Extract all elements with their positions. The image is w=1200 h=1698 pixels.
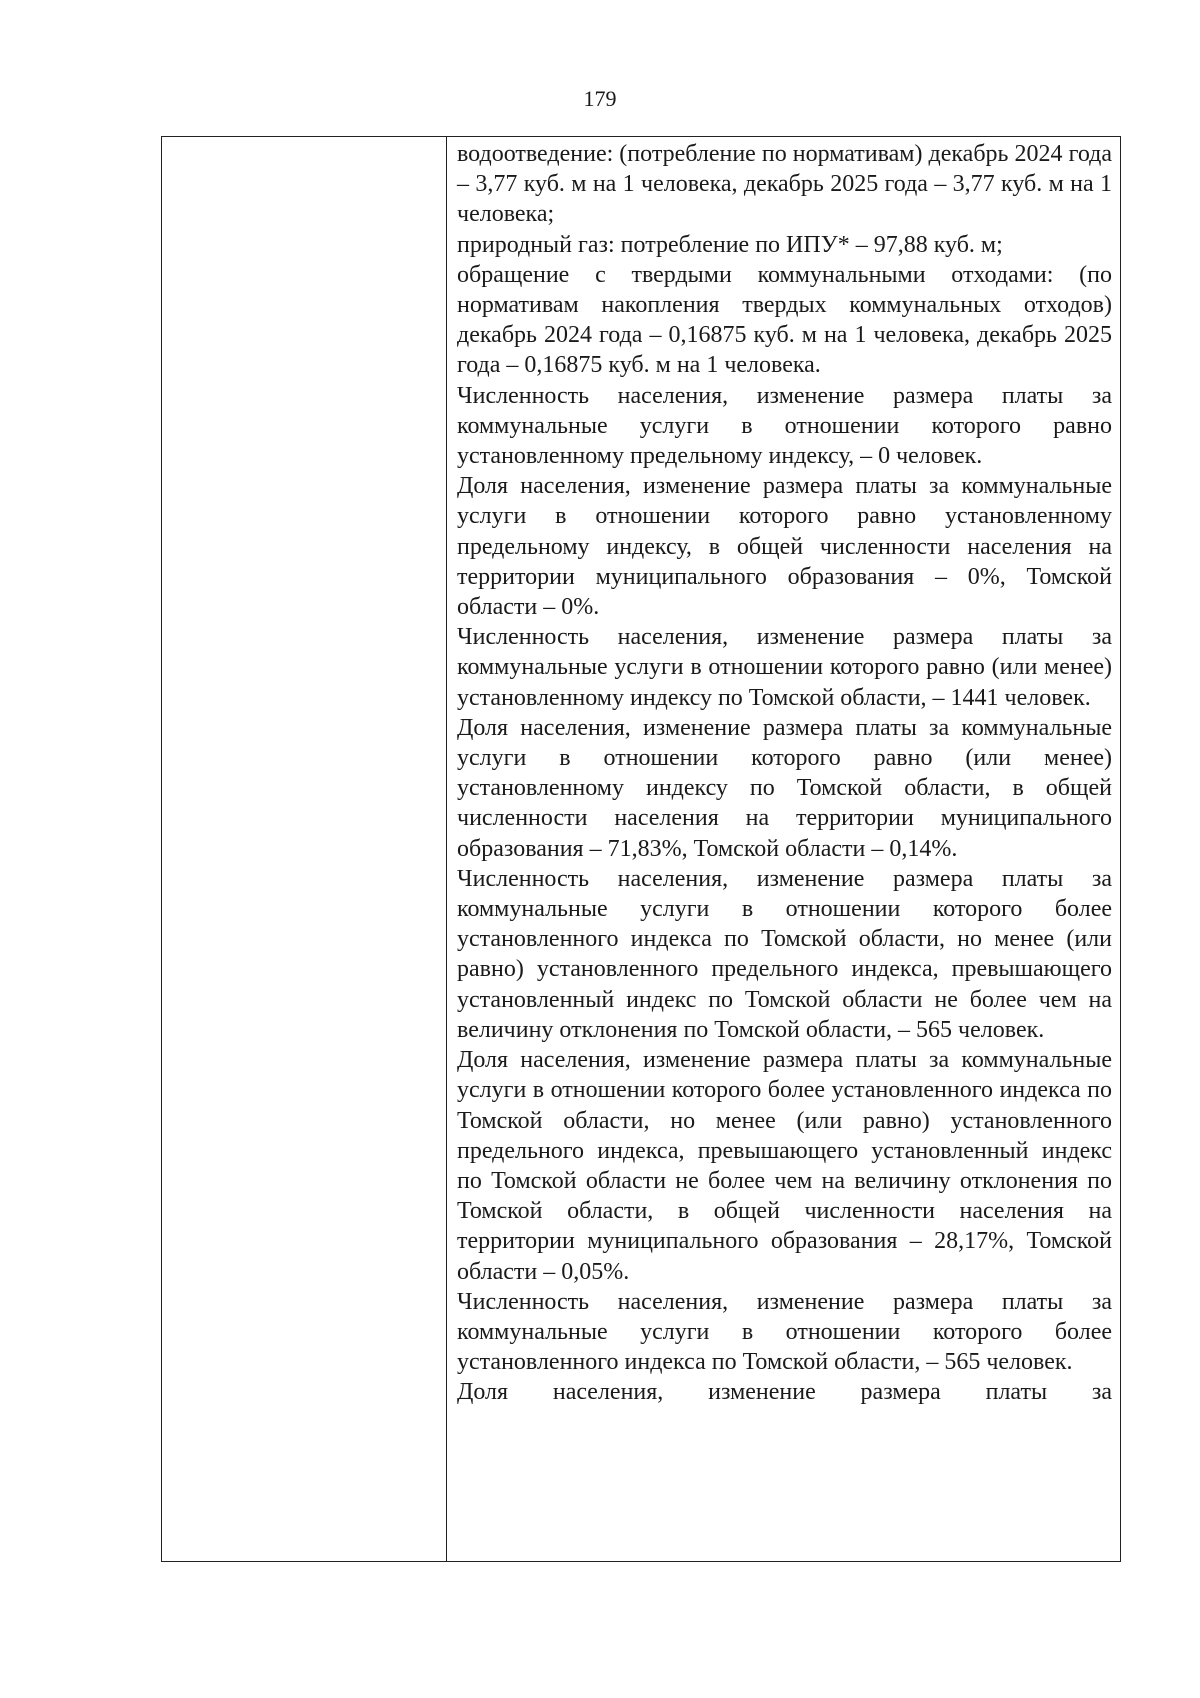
table-right-cell [447,137,1120,1561]
paragraph-population-equal-limit: Численность населения, изменение размера платы за коммунальные услуги в отношении которого равно установленному предельному индексу, – 0 человек. [457,382,1112,470]
paragraph-solid-waste: обращение с твердыми коммунальными отходами: (по нормативам накопления твердых коммунальных отходов) декабрь 2024 года – 0,16875 куб. м на 1 человека, декабрь 2025 года – 0,16875 куб. м на 1 человека. [457,261,1112,379]
page-number: 179 [583,86,617,111]
paragraph-population-below-index: Численность населения, изменение размера платы за коммунальные услуги в отношении которого равно (или менее) установленному индексу по Томской области, – 1441 человек. [457,624,1112,711]
paragraph-natural-gas: природный газ: потребление по ИПУ* – 97,88 куб. м; [457,231,1003,258]
paragraph-wastewater: водоотведение: (потребление по нормативам) декабрь 2024 года – 3,77 куб. м на 1 человека, декабрь 2025 года – 3,77 куб. м на 1 человека; [457,141,1112,228]
paragraph-population-within-deviation: Численность населения, изменение размера платы за коммунальные услуги в отношении которого более установленного индекса по Томской области, но менее (или равно) установленного предельного индекса, превышающего установленный индекс по Томской области не более чем на величину отклонения по Томской области, – 565 человек. [457,865,1112,1043]
document-table [161,136,1121,1562]
paragraph-share-equal-limit: Доля населения, изменение размера платы за коммунальные услуги в отношении которого равно установленному предельному индексу, в общей численности населения на территории муниципального образования – 0%, Томской области – 0%. [457,473,1112,621]
paragraph-share-above-index: Доля населения, изменение размера платы за [457,1379,1112,1406]
table-left-cell [162,137,447,1561]
paragraph-share-within-deviation: Доля населения, изменение размера платы за коммунальные услуги в отношении которого более установленного индекса по Томской области, но менее (или равно) установленного предельного индекса, превышающего установленный индекс по Томской области не более чем на величину отклонения по Томской области, в общей численности населения на территории муниципального образования – 28,17%, Томской области – 0,05%. [457,1047,1112,1285]
paragraph-population-above-index: Численность населения, изменение размера платы за коммунальные услуги в отношении которого более установленного индекса по Томской области, – 565 человек. [457,1288,1112,1376]
paragraph-share-below-index: Доля населения, изменение размера платы за коммунальные услуги в отношении которого равно (или менее) установленному индексу по Томской области, в общей численности населения на территории муниципального образования – 71,83%, Томской области – 0,14%. [457,714,1112,862]
